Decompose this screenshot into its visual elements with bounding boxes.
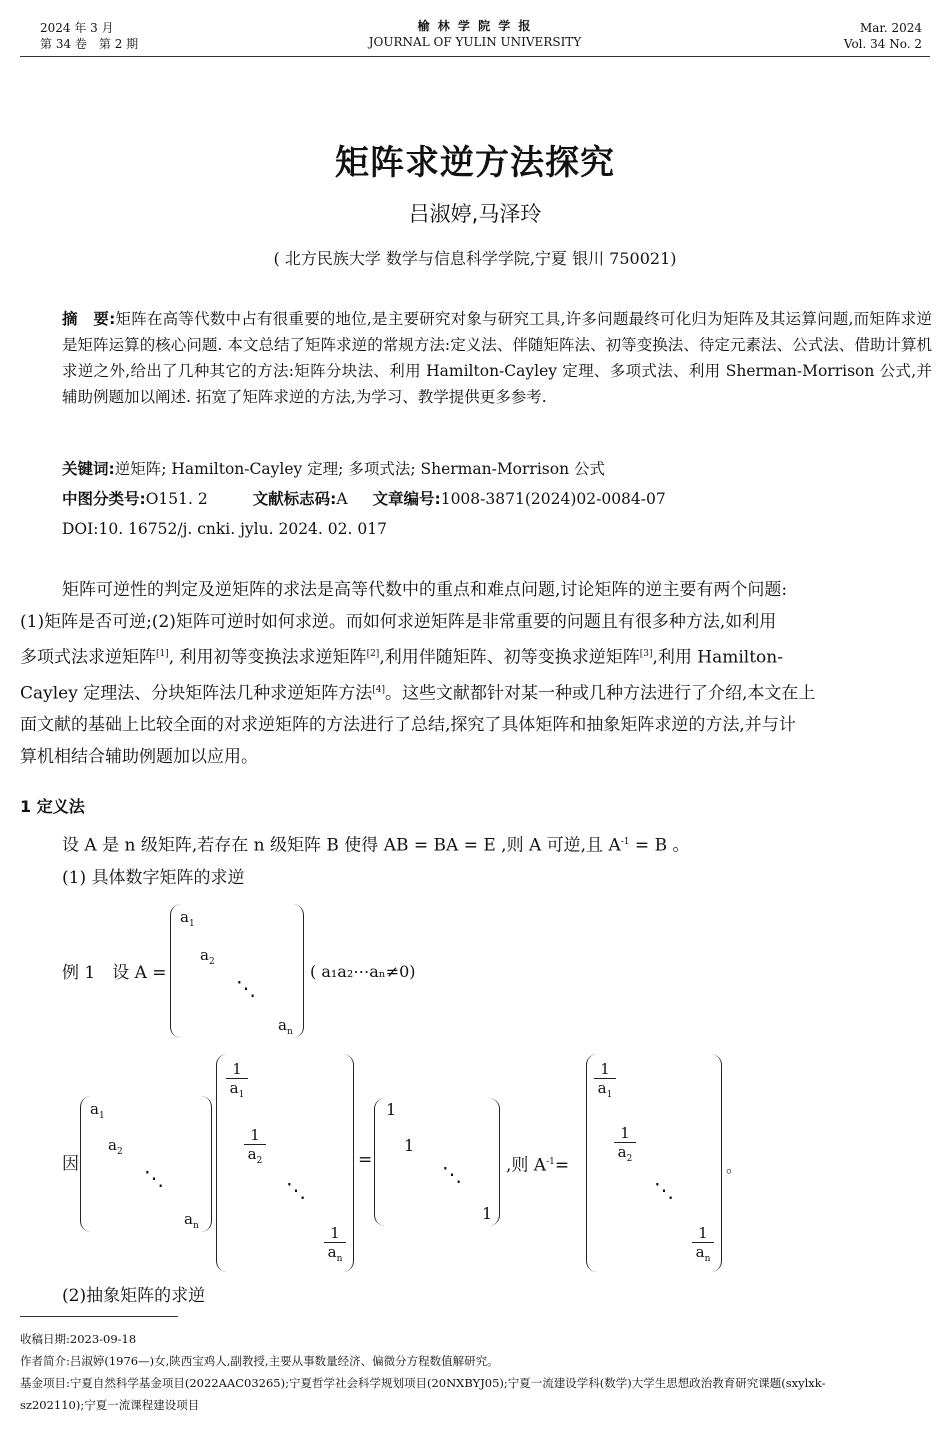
- matrix-a-inverse: [586, 1054, 722, 1272]
- citation-4[interactable]: [4]: [372, 684, 386, 695]
- intro-text: 。这些文献都针对某一种或几种方法进行了介绍,本文在上: [385, 683, 816, 704]
- abstract: [62, 306, 932, 410]
- intro-text: 多项式法求逆矩阵: [20, 647, 156, 668]
- subsection-2: (2)抽象矩阵的求逆: [62, 1286, 206, 1306]
- funding-line-2: sz202110);宁夏一流课程建设项目: [20, 1398, 200, 1412]
- fraction-1-over-a1: $\frac{1}{a_1}$: [226, 1060, 248, 1100]
- identity-entry: 1: [482, 1204, 493, 1223]
- abstract-text: 矩阵在高等代数中占有很重要的地位,是主要研究对象与研究工具,许多问题最终可化归为矩阵及其运算问题,而矩阵求逆是矩阵运算的核心问题. 本文总结了矩阵求逆的常规方法:定义法、伴随矩阵法、初等变换法、待定元素法、公式法、借助计算机求逆之外,给出了几种其它的方法:矩阵分块法、利用 Hamilton-Cayley 定理、多项式法、利用 Sherman-Morrison 公式,并辅助例题加以阐述. 拓宽了矩阵求逆的方法,为学习、教学提供更多参考.: [62, 310, 932, 406]
- header-volume-en: Vol. 34 No. 2: [843, 37, 922, 51]
- author-bio: 作者简介:吕淑婷(1976—)女,陕西宝鸡人,副教授,主要从事数量经济、偏微分方程数值解研究。: [20, 1354, 499, 1368]
- funding-line-1: 基金项目:宁夏自然科学基金项目(2022AAC03265);宁夏哲学社会科学规划项目(20NXBYJ05);宁夏一流建设学科(数学)大学生思想政治教育研究课题(sxylxk-: [20, 1376, 826, 1390]
- fraction-1-over-an: $\frac{1}{a_n}$: [692, 1224, 714, 1264]
- classification-line: [62, 486, 932, 512]
- inverse-exponent: -1: [620, 837, 630, 847]
- clc-label: 中图分类号:: [62, 490, 146, 508]
- abstract-label: 摘 要:: [62, 310, 116, 328]
- nonzero-condition: ( a₁a₂⋯aₙ≠0): [310, 962, 416, 981]
- footnotes: [20, 1328, 932, 1416]
- footnote-rule: [20, 1316, 178, 1317]
- example-label: 例 1 设 A =: [62, 963, 167, 983]
- keywords-label: 关键词:: [62, 460, 115, 478]
- then-label: ,则 A: [506, 1155, 547, 1176]
- matrix-dots: ⋱: [144, 1166, 164, 1190]
- doi: DOI:10. 16752/j. cnki. jylu. 2024. 02. 017: [62, 520, 387, 538]
- citation-1[interactable]: [1]: [156, 649, 169, 659]
- equals-sign: =: [554, 1155, 570, 1176]
- header-volume-cn: 第 34 卷 第 2 期: [40, 37, 139, 51]
- identity-entry: 1: [386, 1100, 397, 1119]
- header-rule: [20, 56, 930, 57]
- matrix-entry-a2: $a_2$: [200, 946, 215, 967]
- bracket-left: [374, 1098, 385, 1226]
- matrix-entry-an: $a_n$: [184, 1210, 199, 1231]
- paper-affiliation: ( 北方民族大学 数学与信息科学学院,宁夏 银川 750021): [273, 249, 677, 268]
- equals-sign: =: [358, 1150, 373, 1170]
- matrix-dots: ⋱: [442, 1162, 462, 1186]
- citation-3[interactable]: [3]: [639, 649, 653, 659]
- intro-text: , 利用初等变换法求逆矩阵: [168, 647, 367, 668]
- matrix-dots: ⋱: [654, 1178, 674, 1202]
- sentence-end: 。: [726, 1157, 743, 1176]
- matrix-entry-a1: $a_1$: [180, 908, 195, 929]
- fraction-1-over-a2: $\frac{1}{a_2}$: [614, 1124, 636, 1164]
- intro-text: Cayley 定理法、分块矩阵法几种求逆矩阵方法: [20, 683, 373, 704]
- intro-line-1: 矩阵可逆性的判定及逆矩阵的求法是高等代数中的重点和难点问题,讨论矩阵的逆主要有两个问题:: [62, 580, 788, 600]
- paper-title: 矩阵求逆方法探究: [335, 143, 615, 183]
- intro-line-3: [20, 638, 932, 674]
- keywords-text: 逆矩阵; Hamilton-Cayley 定理; 多项式法; Sherman-Morrison 公式: [114, 460, 605, 478]
- matrix-dots: ⋱: [236, 976, 256, 1000]
- header-date-en: Mar. 2024: [859, 21, 922, 35]
- then-text: [506, 1146, 569, 1182]
- received-date: 收稿日期:2023-09-18: [20, 1332, 137, 1346]
- matrix-dots: ⋱: [286, 1178, 306, 1202]
- because-label: 因: [62, 1154, 79, 1174]
- fraction-1-over-a2: $\frac{1}{a_2}$: [244, 1126, 266, 1166]
- section-heading: [20, 794, 85, 817]
- clc-value: O151. 2: [145, 490, 208, 508]
- section-title: 定义法: [36, 797, 85, 816]
- inverse-exponent: -1: [546, 1157, 555, 1167]
- identity-entry: 1: [404, 1136, 415, 1155]
- article-label: 文章编号:: [372, 490, 441, 508]
- bracket-right: [201, 1096, 212, 1232]
- header-date-cn: 2024 年 3 月: [40, 21, 114, 35]
- citation-2[interactable]: [2]: [366, 649, 380, 659]
- matrix-a-repeat: [80, 1096, 212, 1232]
- doc-label: 文献标志码:: [252, 490, 337, 508]
- definition-main: 设 A 是 n 级矩阵,若存在 n 级矩阵 B 使得 AB = BA = E ,则 A 可逆,且 A: [62, 835, 621, 856]
- section-number: 1: [20, 797, 32, 816]
- doc-value: A: [336, 490, 348, 508]
- fraction-1-over-a1: $\frac{1}{a_1}$: [594, 1060, 616, 1100]
- paper-authors: 吕淑婷,马泽玲: [408, 202, 542, 226]
- intro-text: ,利用伴随矩阵、初等变换求逆矩阵: [379, 647, 640, 668]
- article-value: 1008-3871(2024)02-0084-07: [440, 490, 666, 508]
- matrix-a-inverse-factor: [216, 1054, 354, 1272]
- fraction-1-over-an: $\frac{1}{a_n}$: [324, 1224, 346, 1264]
- intro-line-6: 算机相结合辅助例题加以应用。: [20, 747, 258, 768]
- intro-line-5: 面文献的基础上比较全面的对求逆矩阵的方法进行了总结,探究了具体矩阵和抽象矩阵求逆的方法,并与计: [20, 715, 796, 736]
- header-journal-en: JOURNAL OF YULIN UNIVERSITY: [368, 35, 582, 49]
- identity-matrix: [374, 1098, 500, 1226]
- header-journal-cn: 榆 林 学 院 学 报: [417, 19, 533, 33]
- intro-line-4: [20, 674, 932, 710]
- matrix-entry-an: $a_n$: [278, 1016, 293, 1037]
- keywords: [62, 456, 932, 482]
- matrix-entry-a1: $a_1$: [90, 1100, 105, 1121]
- intro-paragraph: [20, 574, 932, 773]
- bracket-right: [293, 904, 304, 1038]
- subsection-1: (1) 具体数字矩阵的求逆: [62, 868, 245, 888]
- matrix-a: [170, 904, 304, 1038]
- definition-text: [62, 826, 689, 862]
- intro-line-2: (1)矩阵是否可逆;(2)矩阵可逆时如何求逆。而如何求逆矩阵是非常重要的问题且有很多种方法,如利用: [20, 612, 777, 632]
- intro-text: ,利用 Hamilton-: [652, 647, 783, 668]
- matrix-entry-a2: $a_2$: [108, 1136, 123, 1157]
- definition-end: = B 。: [629, 835, 690, 856]
